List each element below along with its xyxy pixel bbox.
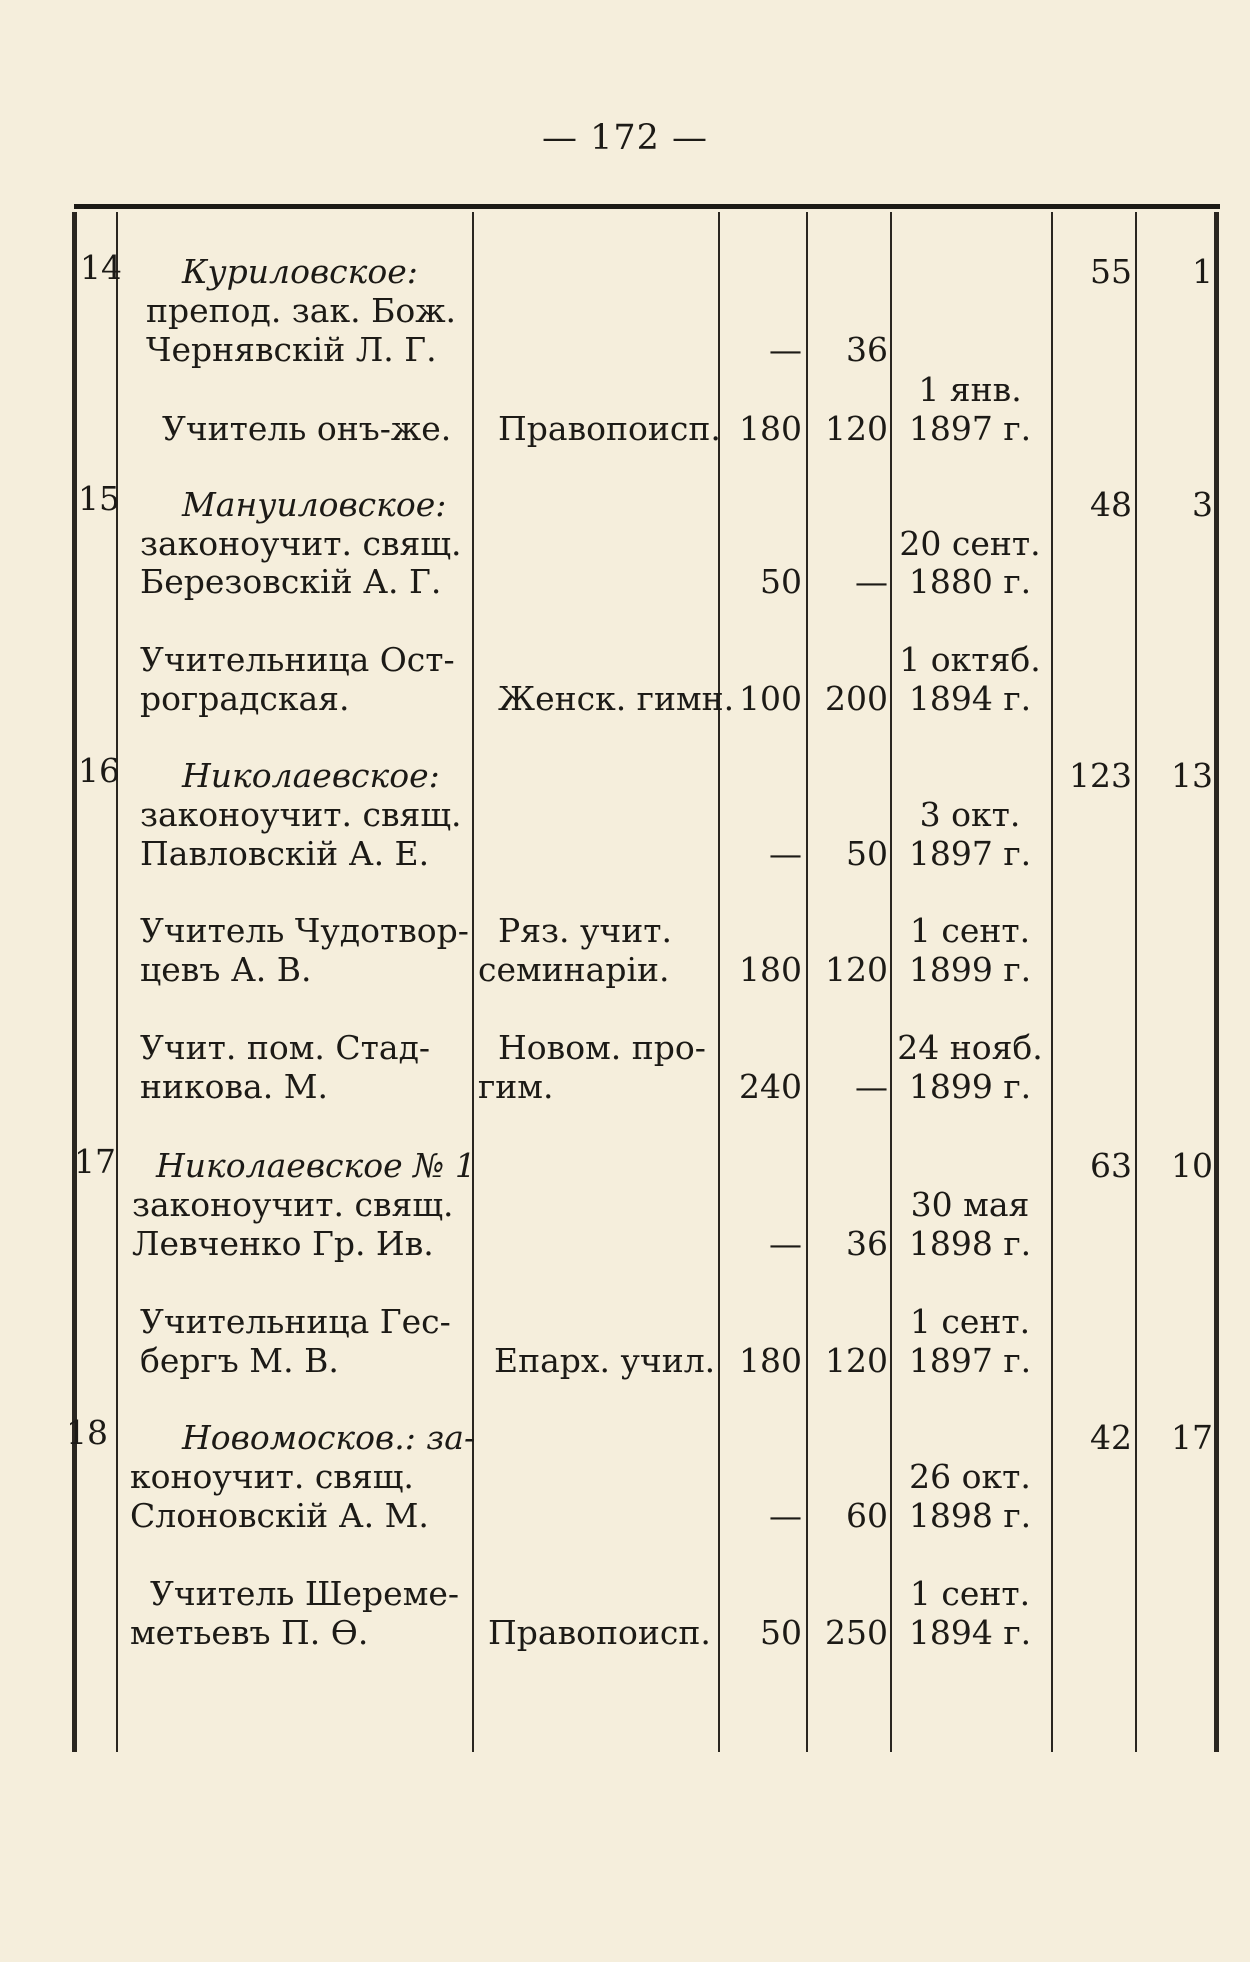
row-number: 14 (80, 248, 122, 287)
last-value: 17 (1171, 1418, 1213, 1457)
value-b: — (855, 562, 888, 601)
education: Правопоисп. (488, 1613, 711, 1652)
person-line: роградская. (140, 679, 350, 718)
date-line: 1 сент. (909, 911, 1031, 950)
date-line: 24 нояб. (897, 1028, 1043, 1067)
date-line: 1880 г. (908, 562, 1032, 601)
date-line: 1898 г. (908, 1496, 1032, 1535)
value-b: 60 (846, 1496, 888, 1535)
total-value: 48 (1090, 485, 1132, 524)
total-value: 63 (1090, 1146, 1132, 1185)
date-line: 1 янв. (918, 370, 1022, 409)
value-b: 36 (846, 1224, 888, 1263)
total-value: 42 (1090, 1418, 1132, 1457)
person-line: законоучит. свящ. (140, 795, 462, 834)
date-line: 1899 г. (908, 950, 1032, 989)
last-value: 1 (1192, 252, 1213, 291)
last-value: 10 (1171, 1146, 1213, 1185)
date-line: 1897 г. (908, 1341, 1032, 1380)
person-line: никова. М. (140, 1067, 328, 1106)
school-name: Николаевское: (182, 756, 440, 795)
person-line: бергъ М. В. (140, 1341, 339, 1380)
person-line: Павловскій А. Е. (140, 834, 430, 873)
person-line: Учитель Чудотвор- (140, 911, 469, 950)
value-a: 180 (739, 409, 802, 448)
column-line (1051, 212, 1053, 1752)
value-b: 200 (825, 679, 888, 718)
person-line: законоучит. свящ. (140, 524, 462, 563)
total-value: 55 (1090, 252, 1132, 291)
row-number: 18 (66, 1413, 108, 1452)
education: гим. (478, 1067, 554, 1106)
page-number: — 172 — (541, 118, 709, 158)
value-b: 120 (825, 1341, 888, 1380)
row-number: 15 (78, 479, 120, 518)
school-name: Новомосков.: за- (182, 1418, 476, 1457)
value-b: 120 (825, 409, 888, 448)
value-b: — (855, 1067, 888, 1106)
date-line: 1894 г. (908, 1613, 1032, 1652)
school-name: Николаевское № 1 (156, 1146, 476, 1185)
date-line: 1894 г. (908, 679, 1032, 718)
date-line: 3 окт. (919, 795, 1021, 834)
value-a: 50 (760, 1613, 802, 1652)
column-line (1214, 212, 1219, 1752)
person-line: Учит. пом. Стад- (140, 1028, 431, 1067)
date-line: 30 мая (910, 1185, 1030, 1224)
column-line (472, 212, 474, 1752)
date-line: 1 октяб. (899, 640, 1041, 679)
education: Правопоисп. (498, 409, 721, 448)
person-line: Учитель Шереме- (150, 1574, 460, 1613)
person-line: Учительница Ост- (140, 640, 455, 679)
value-a: — (769, 1496, 802, 1535)
person-line: Левченко Гр. Ив. (132, 1224, 434, 1263)
person-line: цевъ А. В. (140, 950, 312, 989)
person-line: Чернявскій Л. Г. (146, 330, 437, 369)
date-line: 1897 г. (908, 834, 1032, 873)
value-a: — (769, 330, 802, 369)
value-a: 180 (739, 1341, 802, 1380)
person-line: Учительница Гес- (140, 1302, 451, 1341)
date-line: 20 сент. (899, 524, 1041, 563)
value-b: 120 (825, 950, 888, 989)
person-line: метьевъ П. Ѳ. (130, 1613, 369, 1652)
value-a: 180 (739, 950, 802, 989)
person-line: коноучит. свящ. (130, 1457, 414, 1496)
value-a: 100 (739, 679, 802, 718)
education: Женск. гимн. (498, 679, 735, 718)
value-b: 250 (825, 1613, 888, 1652)
value-a: — (769, 834, 802, 873)
value-a: 240 (739, 1067, 802, 1106)
date-line: 1897 г. (908, 409, 1032, 448)
school-name: Мануиловское: (182, 485, 447, 524)
top-rule (74, 204, 1220, 209)
value-b: 36 (846, 330, 888, 369)
row-number: 16 (78, 751, 120, 790)
column-line (116, 212, 118, 1752)
education: семинаріи. (478, 950, 670, 989)
last-value: 3 (1192, 485, 1213, 524)
value-a: — (769, 1224, 802, 1263)
person-line: Слоновскій А. М. (130, 1496, 429, 1535)
date-line: 1899 г. (908, 1067, 1032, 1106)
column-line (72, 212, 77, 1752)
education: Ряз. учит. (498, 911, 672, 950)
total-value: 123 (1069, 756, 1132, 795)
education: Новом. про- (498, 1028, 706, 1067)
date-line: 1898 г. (908, 1224, 1032, 1263)
date-line: 1 сент. (909, 1574, 1031, 1613)
person-line: законоучит. свящ. (132, 1185, 454, 1224)
person-line: Учитель онъ-же. (162, 409, 452, 448)
row-number: 17 (74, 1142, 116, 1181)
last-value: 13 (1171, 756, 1213, 795)
value-b: 50 (846, 834, 888, 873)
school-name: Куриловское: (182, 252, 418, 291)
value-a: 50 (760, 562, 802, 601)
person-line: препод. зак. Бож. (146, 291, 457, 330)
date-line: 26 окт. (909, 1457, 1031, 1496)
date-line: 1 сент. (909, 1302, 1031, 1341)
person-line: Березовскій А. Г. (140, 562, 442, 601)
column-line (1135, 212, 1137, 1752)
education: Епарх. учил. (494, 1341, 716, 1380)
